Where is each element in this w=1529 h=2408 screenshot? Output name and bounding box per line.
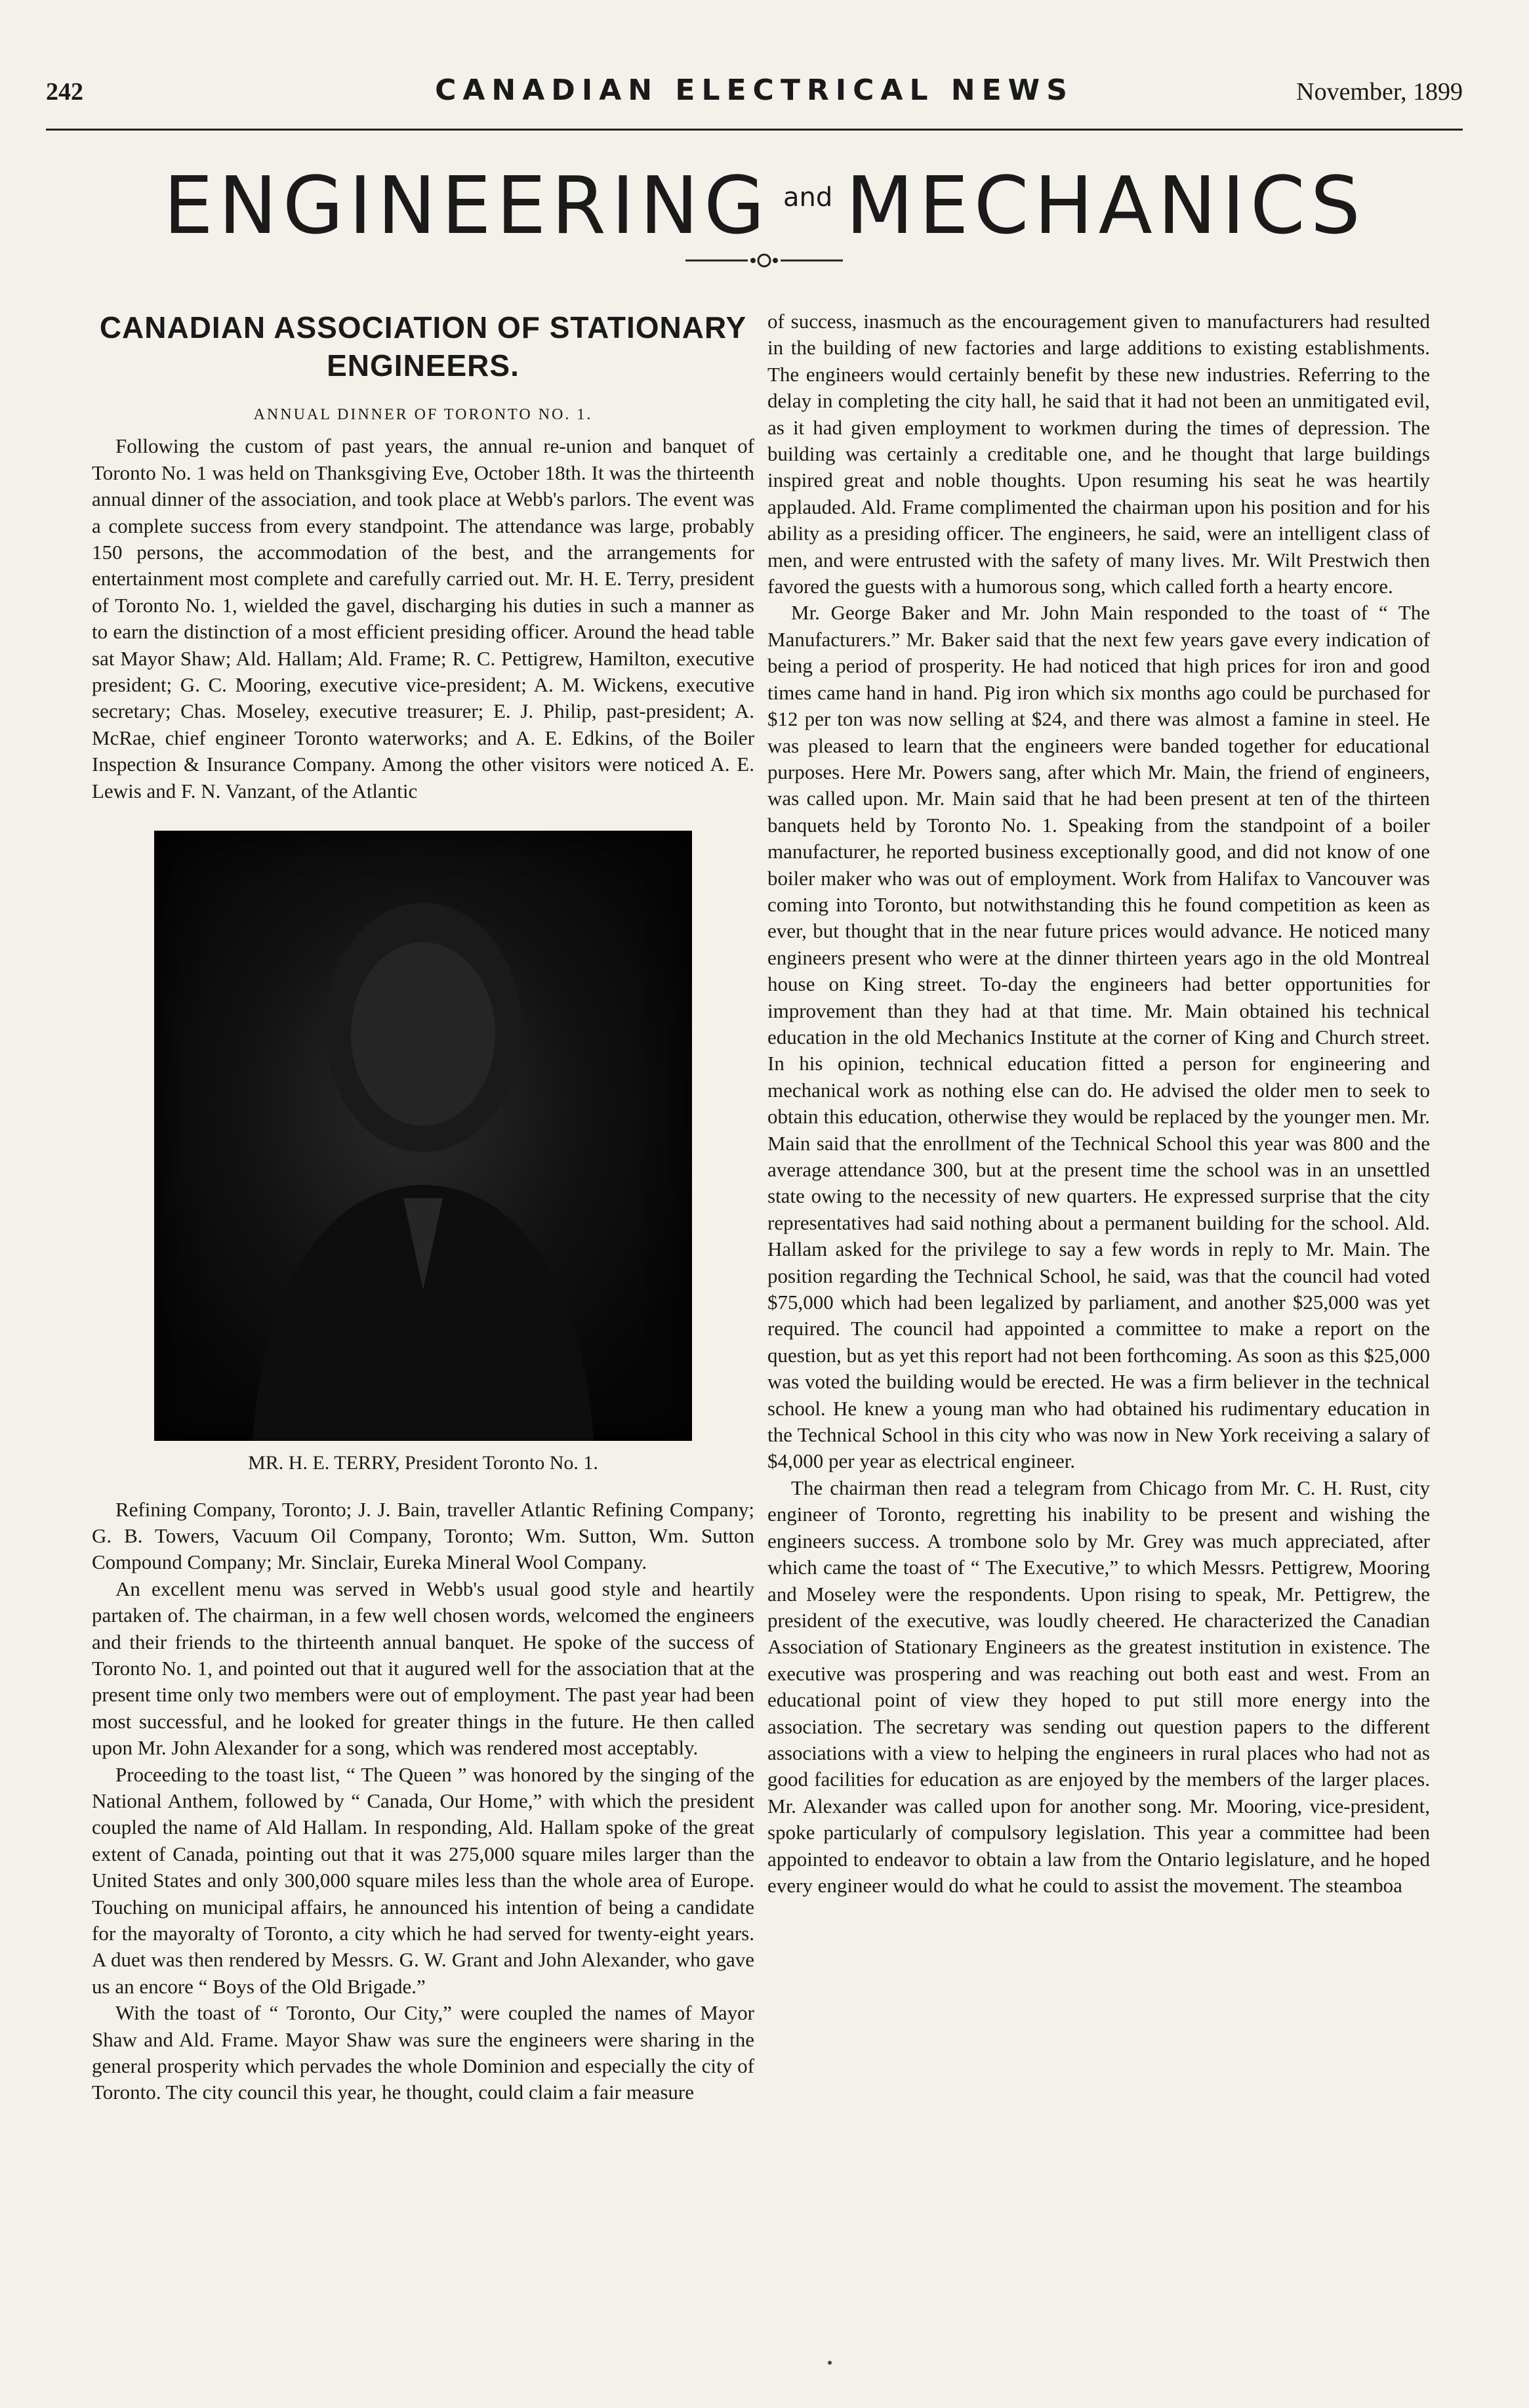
section-title-left: ENGINEERING — [163, 161, 771, 252]
paragraph: An excellent menu was served in Webb's usual good style and heartily partaken of. The chairman, in a few well chosen words, welcomed the engineers and their friends to the thirteenth annual banquet. He spoke of the success of Toronto No. 1, and pointed out that it augured well for the association that at the present time only two members were out of employment. The past year had been most successful, and he looked for greater things in the future. He then called upon Mr. John Alexander for a song, which was rendered most acceptably. — [92, 1577, 754, 1760]
issue-date: November, 1899 — [1296, 78, 1463, 106]
portrait-image — [154, 831, 692, 1441]
article-subtitle: ANNUAL DINNER OF TORONTO NO. 1. — [253, 406, 593, 423]
section-title-right: MECHANICS — [846, 161, 1366, 252]
article-title: CANADIAN ASSOCIATION OF STATIONARY ENGINEERS. — [99, 310, 747, 383]
paragraph: Following the custom of past years, the annual re-union and banquet of Toronto No. 1 was held on Thanksgiving Eve, October 18th. It was the thirteenth annual dinner of the association, and took place at Webb's parlors. The event was a complete success from every standpoint. The attendance was large, probably 150 persons, the accommodation of the best, and the arrangements for entertainment most complete and carefully carried out. Mr. H. E. Terry, president of Toronto No. 1, wielded the gavel, discharging his duties in such a manner as to earn the distinction of a most efficient presiding officer. Around the head table sat Mayor Shaw; Ald. Hallam; Ald. Frame; R. C. Pettigrew, Hamilton, executive president; G. C. Mooring, executive vice-president; A. M. Wickens, executive secretary; Chas. Moseley, executive treasurer; E. J. Philip, past-president; A. McRae, chief engineer Toronto waterworks; and A. E. Edkins, of the Boiler Inspection & Insurance Company. Among the other visitors were noticed A. E. Lewis and F. N. Vanzant, of the Atlantic — [92, 434, 754, 802]
page-dot — [828, 2361, 832, 2365]
paragraph: Mr. George Baker and Mr. John Main responded to the toast of “ The Manufacturers.” Mr. Baker said that the next few years gave every indication of being a period of prosperity. He had noticed that high prices for iron and good times came hand in hand. Pig iron which six months ago could be purchased for $12 per ton was now selling at $24, and there was almost a famine in steel. He was pleased to learn that the engineers were banded together for educational purposes. Here Mr. Powers sang, after which Mr. Main, the friend of engineers, was called upon. Mr. Main said that he had been present at ten of the thirteen banquets held by Toronto No. 1. Speaking from the standpoint of a boiler manufacturer, he reported business exceptionally good, and did not know of one boiler maker who was out of employment. Work from Halifax to Vancouver was coming into Toronto, but notwithstanding this he found competition as keen as ever, but thought that in the near future prices would advance. He noticed many engineers present who were at the dinner thirteen years ago in the old Montreal house on King street. To-day the engineers had better opportunities for improvement than they had at that time. Mr. Main obtained his technical education in the old Mechanics Institute at the corner of King and Church street. In his opinion, technical education fitted a person for engineering and mechanical work as nothing else can do. He advised the older men to seek to obtain this education, otherwise they would be replaced by the younger men. Mr. Main said that the enrollment of the Technical School this year was 800 and the average attendance 300, but at the present time the school was in an unsettled state owing to the necessity of new quarters. He expressed surprise that the city representatives had said nothing about a permanent building for the school. Ald. Hallam asked for the privilege to say a few words in reply to Mr. Main. The position regarding the Technical School, he said, was that the council had voted $75,000 which had been legalized by parliament, and another $25,000 was yet required. The council had appointed a committee to make a report on the question, but as yet this report had not been forthcoming. As soon as this $25,000 was voted the building would be erected. He was a firm believer in the technical school. He knew a young man who had obtained his rudimentary education in the Technical School in this city who was now in New York receiving a salary of $4,000 per year as electrical engineer. — [767, 601, 1430, 1473]
paragraph: Proceeding to the toast list, “ The Queen ” was honored by the singing of the National Anthem, followed by “ Canada, Our Home,” with which the president coupled the name of Ald Hallam. In responding, Ald. Hallam spoke of the great extent of Canada, pointing out that it was 275,000 square miles larger than the United States and only 300,000 square miles less than the whole area of Europe. Touching on municipal affairs, he announced his intention of being a candidate for the mayoralty of Toronto, a city which he had served for twenty-eight years. A duet was then rendered by Messrs. G. W. Grant and John Alexander, who gave us an encore “ Boys of the Old Brigade.” — [92, 1762, 754, 1998]
ornament-divider — [685, 253, 843, 268]
page-number: 242 — [46, 78, 83, 106]
paragraph: With the toast of “ Toronto, Our City,” were coupled the names of Mayor Shaw and Ald. Frame. Mayor Shaw was sure the engineers were sharing in the general prosperity which pervades the whole Dominion and especially the city of Toronto. The city council this year, he thought, could claim a fair measure — [92, 2001, 754, 2104]
paragraph: of success, inasmuch as the encouragement given to manufacturers had resulted in the building of new factories and large additions to existing establishments. The engineers would certainly benefit by these new industries. Referring to the delay in completing the city hall, he said that it had not been an unmitigated evil, as it had given employment to workmen during the times of depression. The building was certainly a creditable one, and he thought that large buildings inspired great and noble thoughts. Upon resuming his seat he was heartily applauded. Ald. Frame complimented the chairman upon his position and for his ability as a presiding officer. The engineers, he said, were an intelligent class of men, and were entrusted with the safety of many lives. Mr. Wilt Prestwich then favored the guests with a humorous song, which called forth a hearty encore. — [767, 310, 1430, 598]
portrait-photo — [154, 831, 692, 1441]
page-header — [46, 73, 1463, 119]
masthead: CANADIAN ELECTRICAL NEWS — [435, 73, 1074, 107]
header-rule — [46, 129, 1463, 131]
right-column — [767, 308, 1430, 1899]
photo-caption: MR. H. E. TERRY, President Toronto No. 1. — [248, 1452, 598, 1474]
left-column — [92, 308, 754, 2106]
paragraph: The chairman then read a telegram from Chicago from Mr. C. H. Rust, city engineer of Toronto, regretting his inability to be present and wishing the engineers success. A trombone solo by Mr. Grey was much appreciated, after which came the toast of “ The Executive,” to which Messrs. Pettigrew, Mooring and Moseley were the respondents. Upon rising to speak, Mr. Pettigrew, the president of the executive, was loudly cheered. He characterized the Canadian Association of Stationary Engineers as the greatest institution in existence. The executive was prospering and was reaching out both east and west. From an educational point of view they hoped to put still more energy into the association. The secretary was sending out question papers to the different associations with a view to helping the engineers in rural places who had not as good facilities for education as are enjoyed by the members of the larger places. Mr. Alexander was called upon for another song. Mr. Mooring, vice-president, spoke particularly of compulsory legislation. This year a committee had been appointed to endeavor to obtain a law from the Ontario legislature, and he hoped every engineer would do what he could to assist the movement. The steamboa — [767, 1476, 1430, 1897]
section-title — [0, 161, 1529, 252]
paragraph: Refining Company, Toronto; J. J. Bain, traveller Atlantic Refining Company; G. B. Towers, Vacuum Oil Company, Toronto; Wm. Sutton, Wm. Sutton Compound Company; Mr. Sinclair, Eureka Mineral Wool Company. — [92, 1497, 754, 1574]
section-title-and: and — [783, 182, 833, 213]
